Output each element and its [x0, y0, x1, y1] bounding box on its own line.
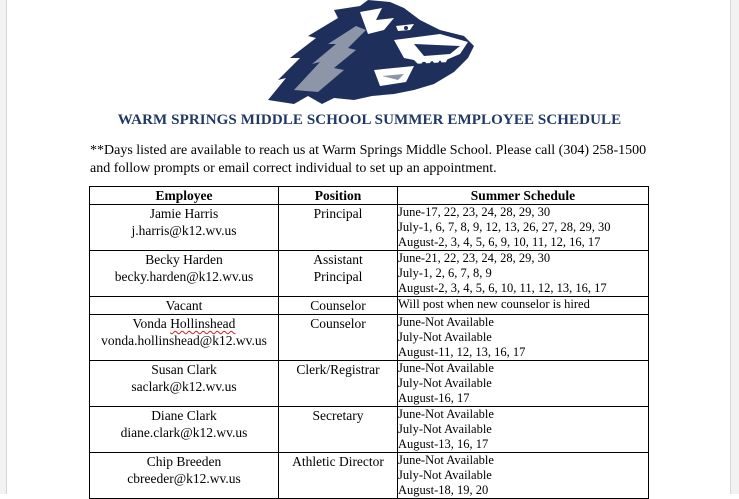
schedule-july: July-1, 2, 6, 7, 8, 9 — [398, 266, 492, 280]
schedule-july: July-1, 6, 7, 8, 9, 12, 13, 26, 27, 28, 29, 30 — [398, 220, 611, 234]
position-cell — [279, 205, 398, 251]
schedule-august: August-16, 17 — [398, 391, 470, 405]
table-header-row — [90, 187, 649, 205]
position-text: Assistant — [313, 252, 363, 267]
schedule-june: June-Not Available — [398, 361, 494, 375]
table-row — [90, 251, 649, 297]
employee-schedule-table — [89, 186, 649, 499]
schedule-august: August-13, 16, 17 — [398, 437, 489, 451]
employee-cell — [90, 453, 279, 499]
position-text: Athletic Director — [292, 454, 384, 469]
schedule-cell — [398, 315, 649, 361]
employee-email: j.harris@k12.wv.us — [131, 223, 237, 238]
position-cell — [279, 361, 398, 407]
employee-first-name: Vonda — [132, 316, 167, 331]
schedule-june: June-17, 22, 23, 24, 28, 29, 30 — [398, 205, 551, 219]
header-position: Position — [279, 187, 398, 205]
employee-email: saclark@k12.wv.us — [131, 379, 237, 394]
schedule-note: Will post when new counselor is hired — [398, 297, 590, 311]
employee-name: Vacant — [165, 298, 203, 313]
schedule-cell — [398, 297, 649, 315]
employee-cell — [90, 205, 279, 251]
position-text-line2: Principal — [313, 269, 363, 284]
employee-cell — [90, 251, 279, 297]
employee-last-name-spellcheck: Hollinshead — [170, 316, 236, 331]
schedule-cell — [398, 453, 649, 499]
schedule-cell — [398, 407, 649, 453]
table-row — [90, 205, 649, 251]
schedule-june: June-Not Available — [398, 407, 494, 421]
position-text: Counselor — [310, 298, 366, 313]
employee-email: cbreeder@k12.wv.us — [127, 471, 241, 486]
position-text: Counselor — [310, 316, 366, 331]
schedule-cell — [398, 361, 649, 407]
position-cell — [279, 407, 398, 453]
schedule-june: June-Not Available — [398, 453, 494, 467]
table-row — [90, 361, 649, 407]
schedule-june: June-21, 22, 23, 24, 28, 29, 30 — [398, 251, 551, 265]
schedule-july: July-Not Available — [398, 468, 492, 482]
schedule-august: August-2, 3, 4, 5, 6, 10, 11, 12, 13, 16, 17 — [398, 281, 607, 295]
table-row — [90, 453, 649, 499]
position-text: Secretary — [312, 408, 364, 423]
page-title: WARM SPRINGS MIDDLE SCHOOL SUMMER EMPLOYEE SCHEDULE — [117, 112, 622, 128]
employee-cell — [90, 315, 279, 361]
position-text: Clerk/Registrar — [296, 362, 380, 377]
position-cell — [279, 251, 398, 297]
employee-name: Becky Harden — [145, 252, 223, 267]
schedule-july: July-Not Available — [398, 330, 492, 344]
schedule-august: August-11, 12, 13, 16, 17 — [398, 345, 526, 359]
table-row — [90, 407, 649, 453]
availability-note: **Days listed are available to reach us at Warm Springs Middle School. Please call (304) 258-1500 and follow prompts or email correct individual to set up an appointment. — [90, 143, 647, 176]
employee-cell — [90, 361, 279, 407]
employee-name: Diane Clark — [151, 408, 217, 423]
employee-name: Chip Breeden — [146, 454, 222, 469]
schedule-august: August-2, 3, 4, 5, 6, 9, 10, 11, 12, 16, 17 — [398, 235, 601, 249]
position-cell — [279, 453, 398, 499]
wolf-mascot-logo — [264, 0, 476, 104]
page-margin-right — [730, 0, 739, 494]
header-employee: Employee — [90, 187, 279, 205]
employee-email: vonda.hollinshead@k12.wv.us — [101, 333, 267, 348]
schedule-july: July-Not Available — [398, 422, 492, 436]
employee-cell — [90, 407, 279, 453]
schedule-cell — [398, 251, 649, 297]
schedule-july: July-Not Available — [398, 376, 492, 390]
position-cell — [279, 315, 398, 361]
employee-name — [90, 315, 278, 332]
employee-email: diane.clark@k12.wv.us — [120, 425, 248, 440]
schedule-august: August-18, 19, 20 — [398, 483, 489, 497]
schedule-cell — [398, 205, 649, 251]
position-cell — [279, 297, 398, 315]
table-row — [90, 315, 649, 361]
header-summer-schedule: Summer Schedule — [398, 187, 649, 205]
employee-name: Susan Clark — [151, 362, 217, 377]
employee-cell — [90, 297, 279, 315]
employee-name: Jamie Harris — [149, 206, 219, 221]
page-margin-left — [0, 0, 7, 494]
table-row — [90, 297, 649, 315]
position-text: Principal — [313, 206, 363, 221]
schedule-june: June-Not Available — [398, 315, 494, 329]
employee-email: becky.harden@k12.wv.us — [114, 269, 254, 284]
